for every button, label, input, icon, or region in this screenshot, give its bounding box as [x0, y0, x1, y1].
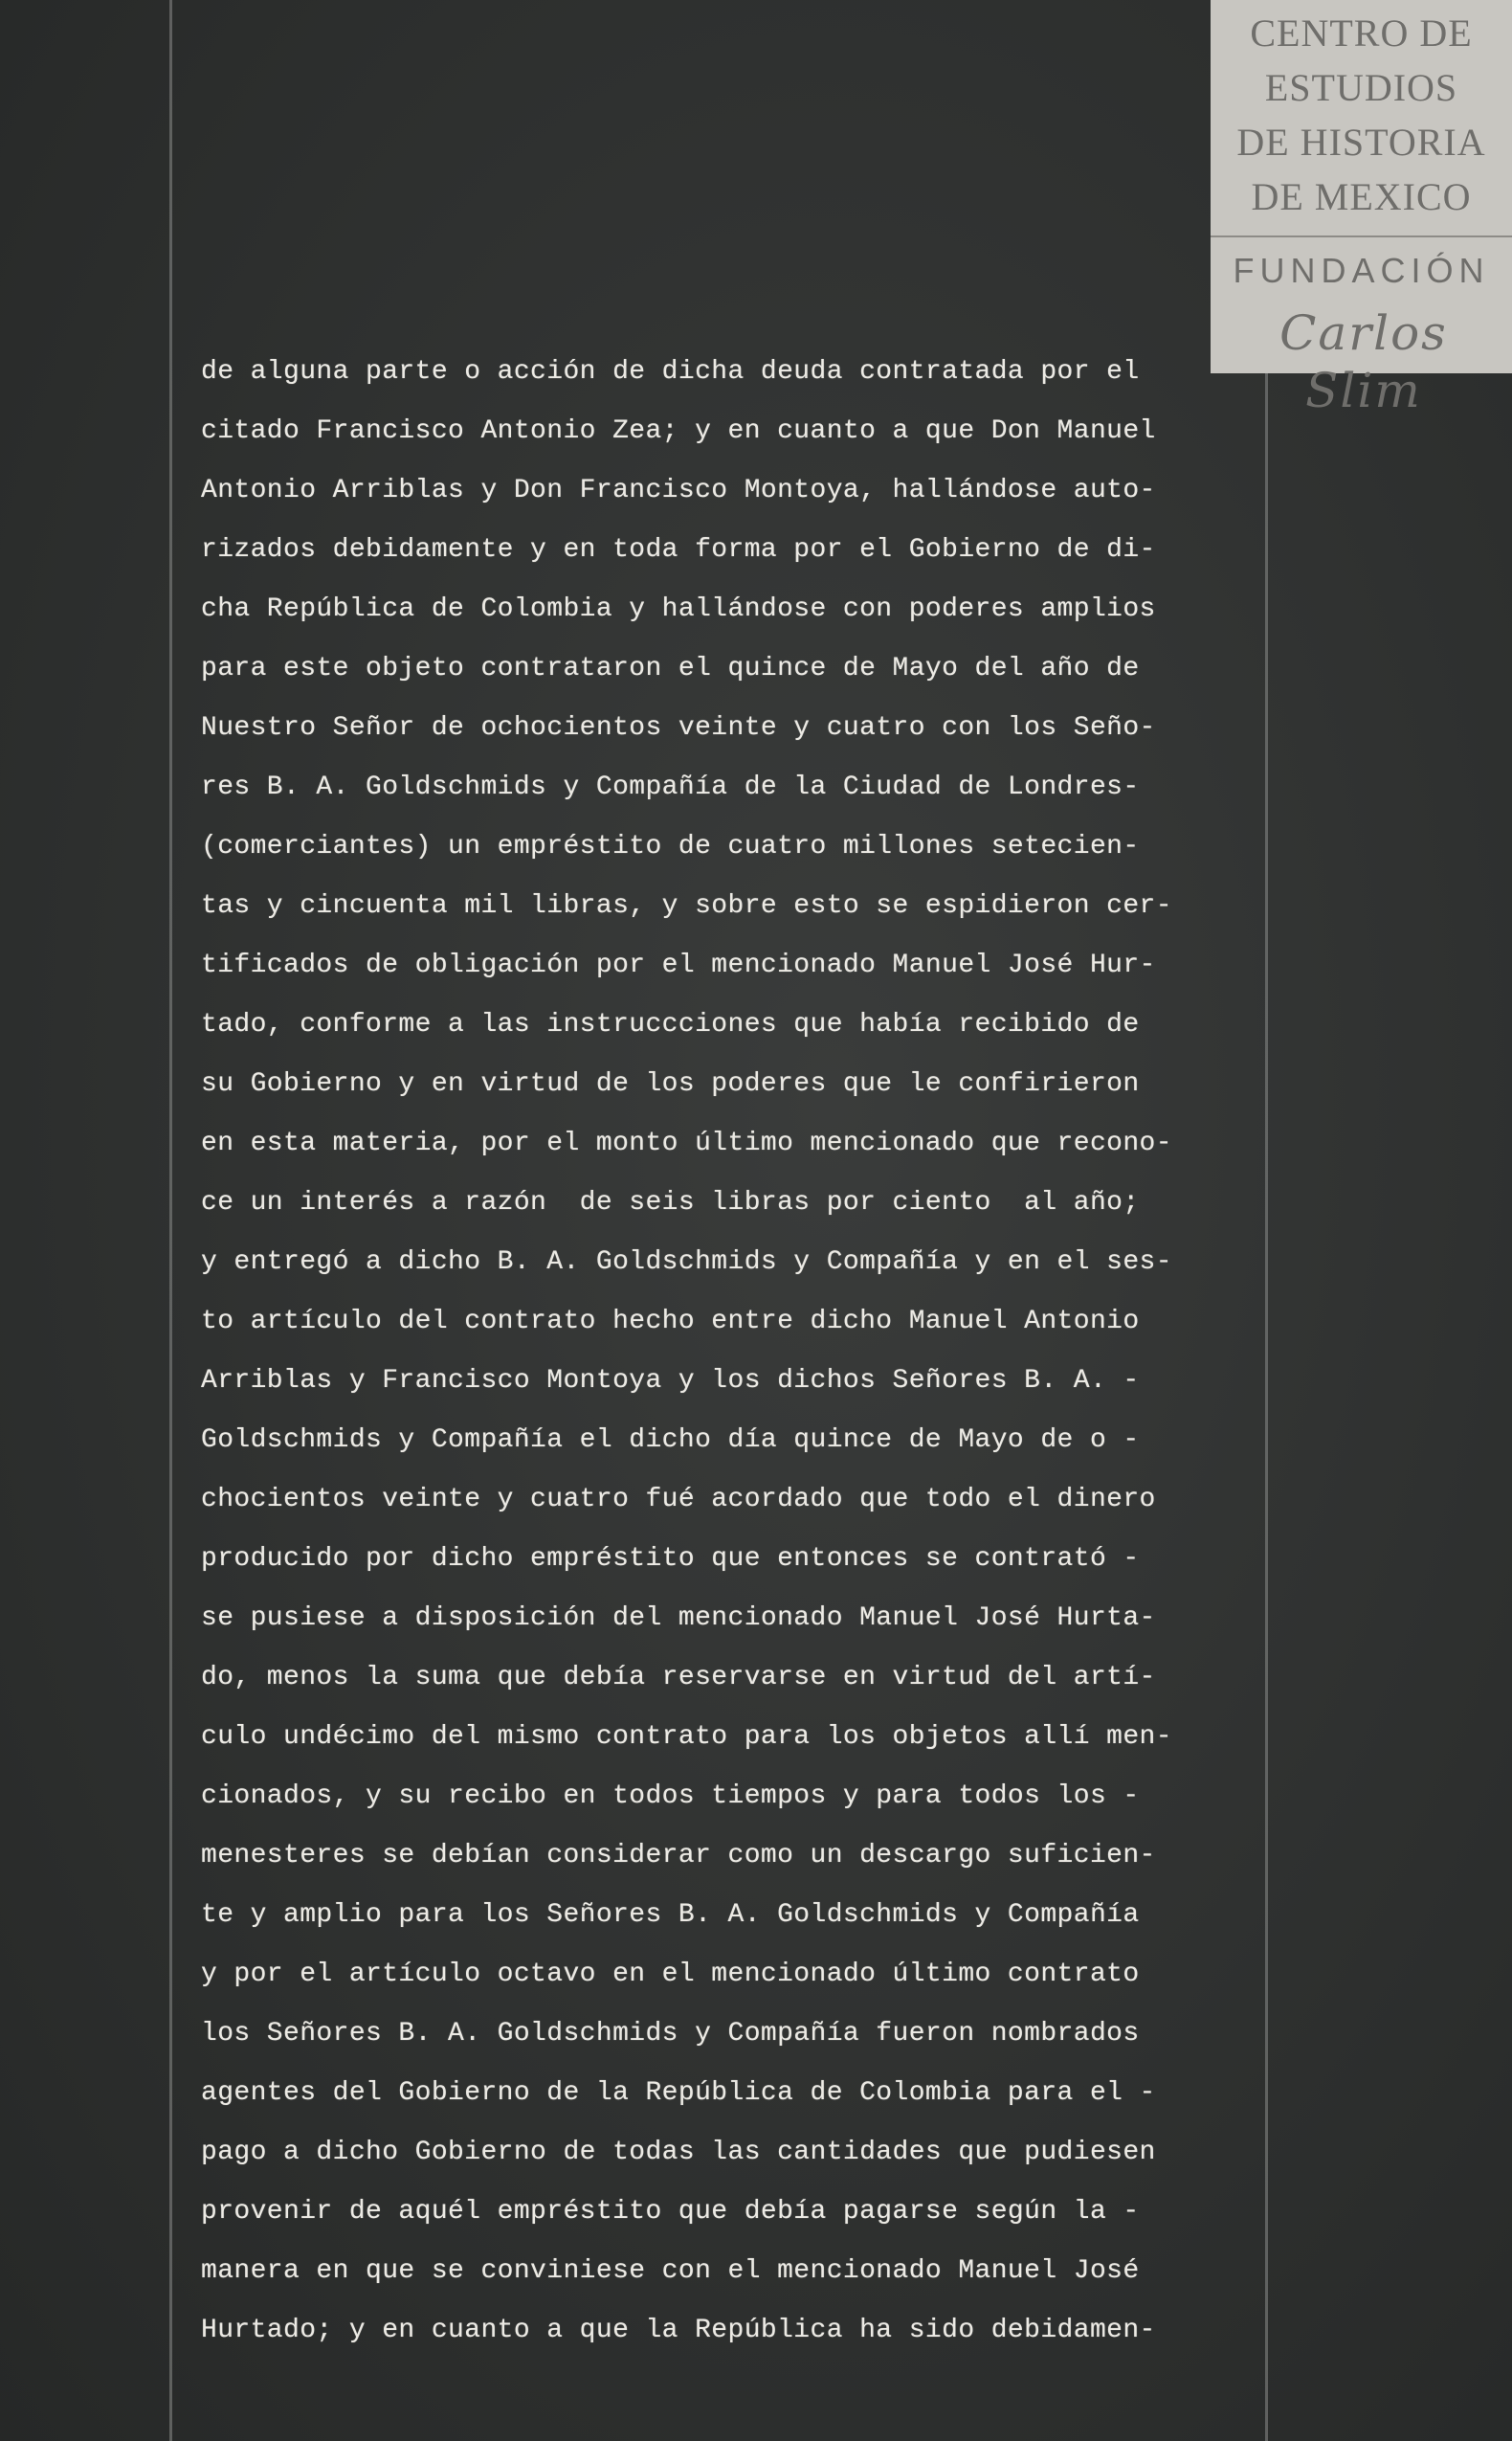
document-line: se pusiese a disposición del mencionado Manuel José Hurta- [201, 1603, 1156, 1633]
document-line: do, menos la suma que debía reservarse en virtud del artí- [201, 1663, 1156, 1692]
document-line: ce un interés a razón de seis libras por ciento al año; [201, 1188, 1140, 1218]
document-line: y por el artículo octavo en el mencionado último contrato [201, 1960, 1140, 1989]
document-line: rizados debidamente y en toda forma por el Gobierno de di- [201, 535, 1156, 565]
stamp-institution [1211, 0, 1512, 218]
document-line: cionados, y su recibo en todos tiempos y para todos los - [201, 1781, 1140, 1811]
document-line: su Gobierno y en virtud de los poderes que le confirieron [201, 1069, 1140, 1099]
document-line: Arriblas y Francisco Montoya y los dichos Señores B. A. - [201, 1366, 1140, 1396]
document-line: manera en que se conviniese con el mencionado Manuel José [201, 2256, 1140, 2286]
document-line: citado Francisco Antonio Zea; y en cuanto a que Don Manuel [201, 416, 1156, 446]
document-line: tas y cincuenta mil libras, y sobre esto se espidieron cer- [201, 891, 1172, 921]
document-line: Goldschmids y Compañía el dicho día quince de Mayo de o - [201, 1425, 1140, 1455]
document-body [201, 343, 1273, 2361]
document-line: res B. A. Goldschmids y Compañía de la Ciudad de Londres- [201, 773, 1140, 802]
left-margin-line [169, 0, 172, 2441]
stamp-line: DE MEXICO [1251, 175, 1472, 218]
document-line: cha República de Colombia y hallándose con poderes amplios [201, 594, 1156, 624]
document-line: Hurtado; y en cuanto a que la República ha sido debidamen- [201, 2316, 1156, 2345]
document-line: para este objeto contrataron el quince de Mayo del año de [201, 654, 1140, 683]
stamp-line: ESTUDIOS [1264, 66, 1458, 109]
stamp-line: DE HISTORIA [1236, 121, 1486, 164]
document-line: tificados de obligación por el mencionado Manuel José Hur- [201, 951, 1156, 980]
document-line: to artículo del contrato hecho entre dicho Manuel Antonio [201, 1307, 1140, 1336]
stamp-divider [1211, 235, 1512, 237]
document-line: (comerciantes) un empréstito de cuatro millones setecien- [201, 832, 1140, 862]
document-line: y entregó a dicho B. A. Goldschmids y Compañía y en el ses- [201, 1247, 1172, 1277]
document-line: producido por dicho empréstito que entonces se contrató - [201, 1544, 1140, 1574]
document-line: tado, conforme a las instruccciones que había recibido de [201, 1010, 1140, 1040]
archive-stamp [1211, 0, 1512, 418]
document-line: te y amplio para los Señores B. A. Goldschmids y Compañía [201, 1900, 1140, 1930]
stamp-line: CENTRO DE [1250, 11, 1473, 55]
document-line: pago a dicho Gobierno de todas las cantidades que pudiesen [201, 2138, 1156, 2167]
document-line: de alguna parte o acción de dicha deuda contratada por el [201, 357, 1140, 387]
stamp-signature: Carlos Slim [1279, 305, 1448, 418]
document-line: provenir de aquél empréstito que debía pagarse según la - [201, 2197, 1140, 2227]
document-line: menesteres se debían considerar como un descargo suficien- [201, 1841, 1156, 1870]
document-line: en esta materia, por el monto último mencionado que recono- [201, 1129, 1172, 1158]
document-line: Antonio Arriblas y Don Francisco Montoya, hallándose auto- [201, 476, 1156, 505]
document-line: chocientos veinte y cuatro fué acordado que todo el dinero [201, 1485, 1156, 1514]
document-line: culo undécimo del mismo contrato para los objetos allí men- [201, 1722, 1172, 1752]
document-line: los Señores B. A. Goldschmids y Compañía fueron nombrados [201, 2019, 1140, 2049]
document-line: Nuestro Señor de ochocientos veinte y cuatro con los Seño- [201, 713, 1156, 743]
stamp-foundation: FUNDACIÓN [1233, 251, 1490, 290]
document-line: agentes del Gobierno de la República de Colombia para el - [201, 2078, 1156, 2108]
